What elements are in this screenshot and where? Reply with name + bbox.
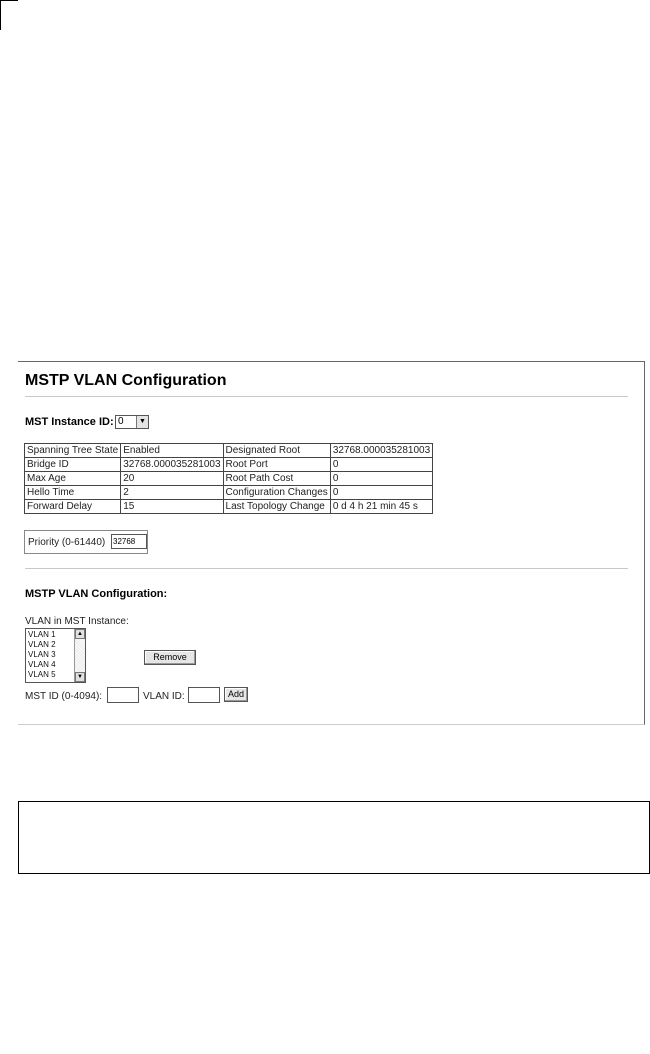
table-row	[25, 472, 433, 486]
info-value: Enabled	[121, 444, 223, 458]
list-item[interactable]: VLAN 3	[28, 650, 56, 659]
note-box	[18, 801, 650, 874]
mst-instance-select[interactable]	[115, 415, 149, 429]
info-label: Root Path Cost	[223, 472, 330, 486]
info-value: 0 d 4 h 21 min 45 s	[330, 500, 432, 514]
priority-input[interactable]	[111, 534, 147, 549]
vlan-listbox[interactable]	[25, 628, 86, 683]
page-title: MSTP VLAN Configuration	[25, 372, 227, 389]
spanning-tree-info-table	[24, 443, 433, 514]
vlan-list-label: VLAN in MST Instance:	[25, 616, 129, 627]
info-label: Designated Root	[223, 444, 330, 458]
crop-mark-horizontal	[0, 0, 18, 1]
list-item[interactable]: VLAN 4	[28, 660, 56, 669]
table-row	[25, 500, 433, 514]
mstp-vlan-panel	[18, 361, 645, 725]
arrow-down-icon[interactable]: ▼	[75, 672, 85, 682]
arrow-up-icon[interactable]: ▲	[75, 629, 85, 639]
list-item[interactable]: VLAN 5	[28, 670, 56, 679]
info-label: Hello Time	[25, 486, 121, 500]
info-value: 2	[121, 486, 223, 500]
info-value: 20	[121, 472, 223, 486]
table-row	[25, 458, 433, 472]
vlan-list-items	[28, 630, 56, 680]
info-label: Last Topology Change	[223, 500, 330, 514]
priority-label: Priority (0-61440)	[28, 537, 106, 548]
add-button[interactable]: Add	[224, 687, 248, 702]
info-value: 0	[330, 458, 432, 472]
chevron-down-icon[interactable]: ▼	[136, 416, 148, 428]
info-label: Forward Delay	[25, 500, 121, 514]
title-divider	[25, 396, 628, 397]
vlan-list-scrollbar[interactable]	[74, 629, 85, 682]
info-value: 0	[330, 486, 432, 500]
vlan-id-label: VLAN ID:	[143, 691, 185, 702]
info-label: Max Age	[25, 472, 121, 486]
info-label: Bridge ID	[25, 458, 121, 472]
info-label: Configuration Changes	[223, 486, 330, 500]
remove-button[interactable]: Remove	[144, 650, 196, 665]
section-divider	[25, 568, 628, 569]
mst-instance-value: 0	[118, 416, 124, 427]
info-label: Root Port	[223, 458, 330, 472]
vlan-config-heading: MSTP VLAN Configuration:	[25, 588, 168, 600]
info-value: 32768.000035281003	[330, 444, 432, 458]
info-label: Spanning Tree State	[25, 444, 121, 458]
mst-id-label: MST ID (0-4094):	[25, 691, 103, 702]
mst-id-input[interactable]	[107, 687, 139, 703]
mst-instance-label: MST Instance ID:	[25, 416, 114, 428]
table-row	[25, 444, 433, 458]
list-item[interactable]: VLAN 2	[28, 640, 56, 649]
vlan-id-input[interactable]	[188, 687, 220, 703]
info-value: 32768.000035281003	[121, 458, 223, 472]
info-value: 0	[330, 472, 432, 486]
priority-group	[24, 530, 148, 554]
list-item[interactable]: VLAN 1	[28, 630, 56, 639]
crop-mark-vertical	[0, 0, 1, 30]
info-value: 15	[121, 500, 223, 514]
table-row	[25, 486, 433, 500]
